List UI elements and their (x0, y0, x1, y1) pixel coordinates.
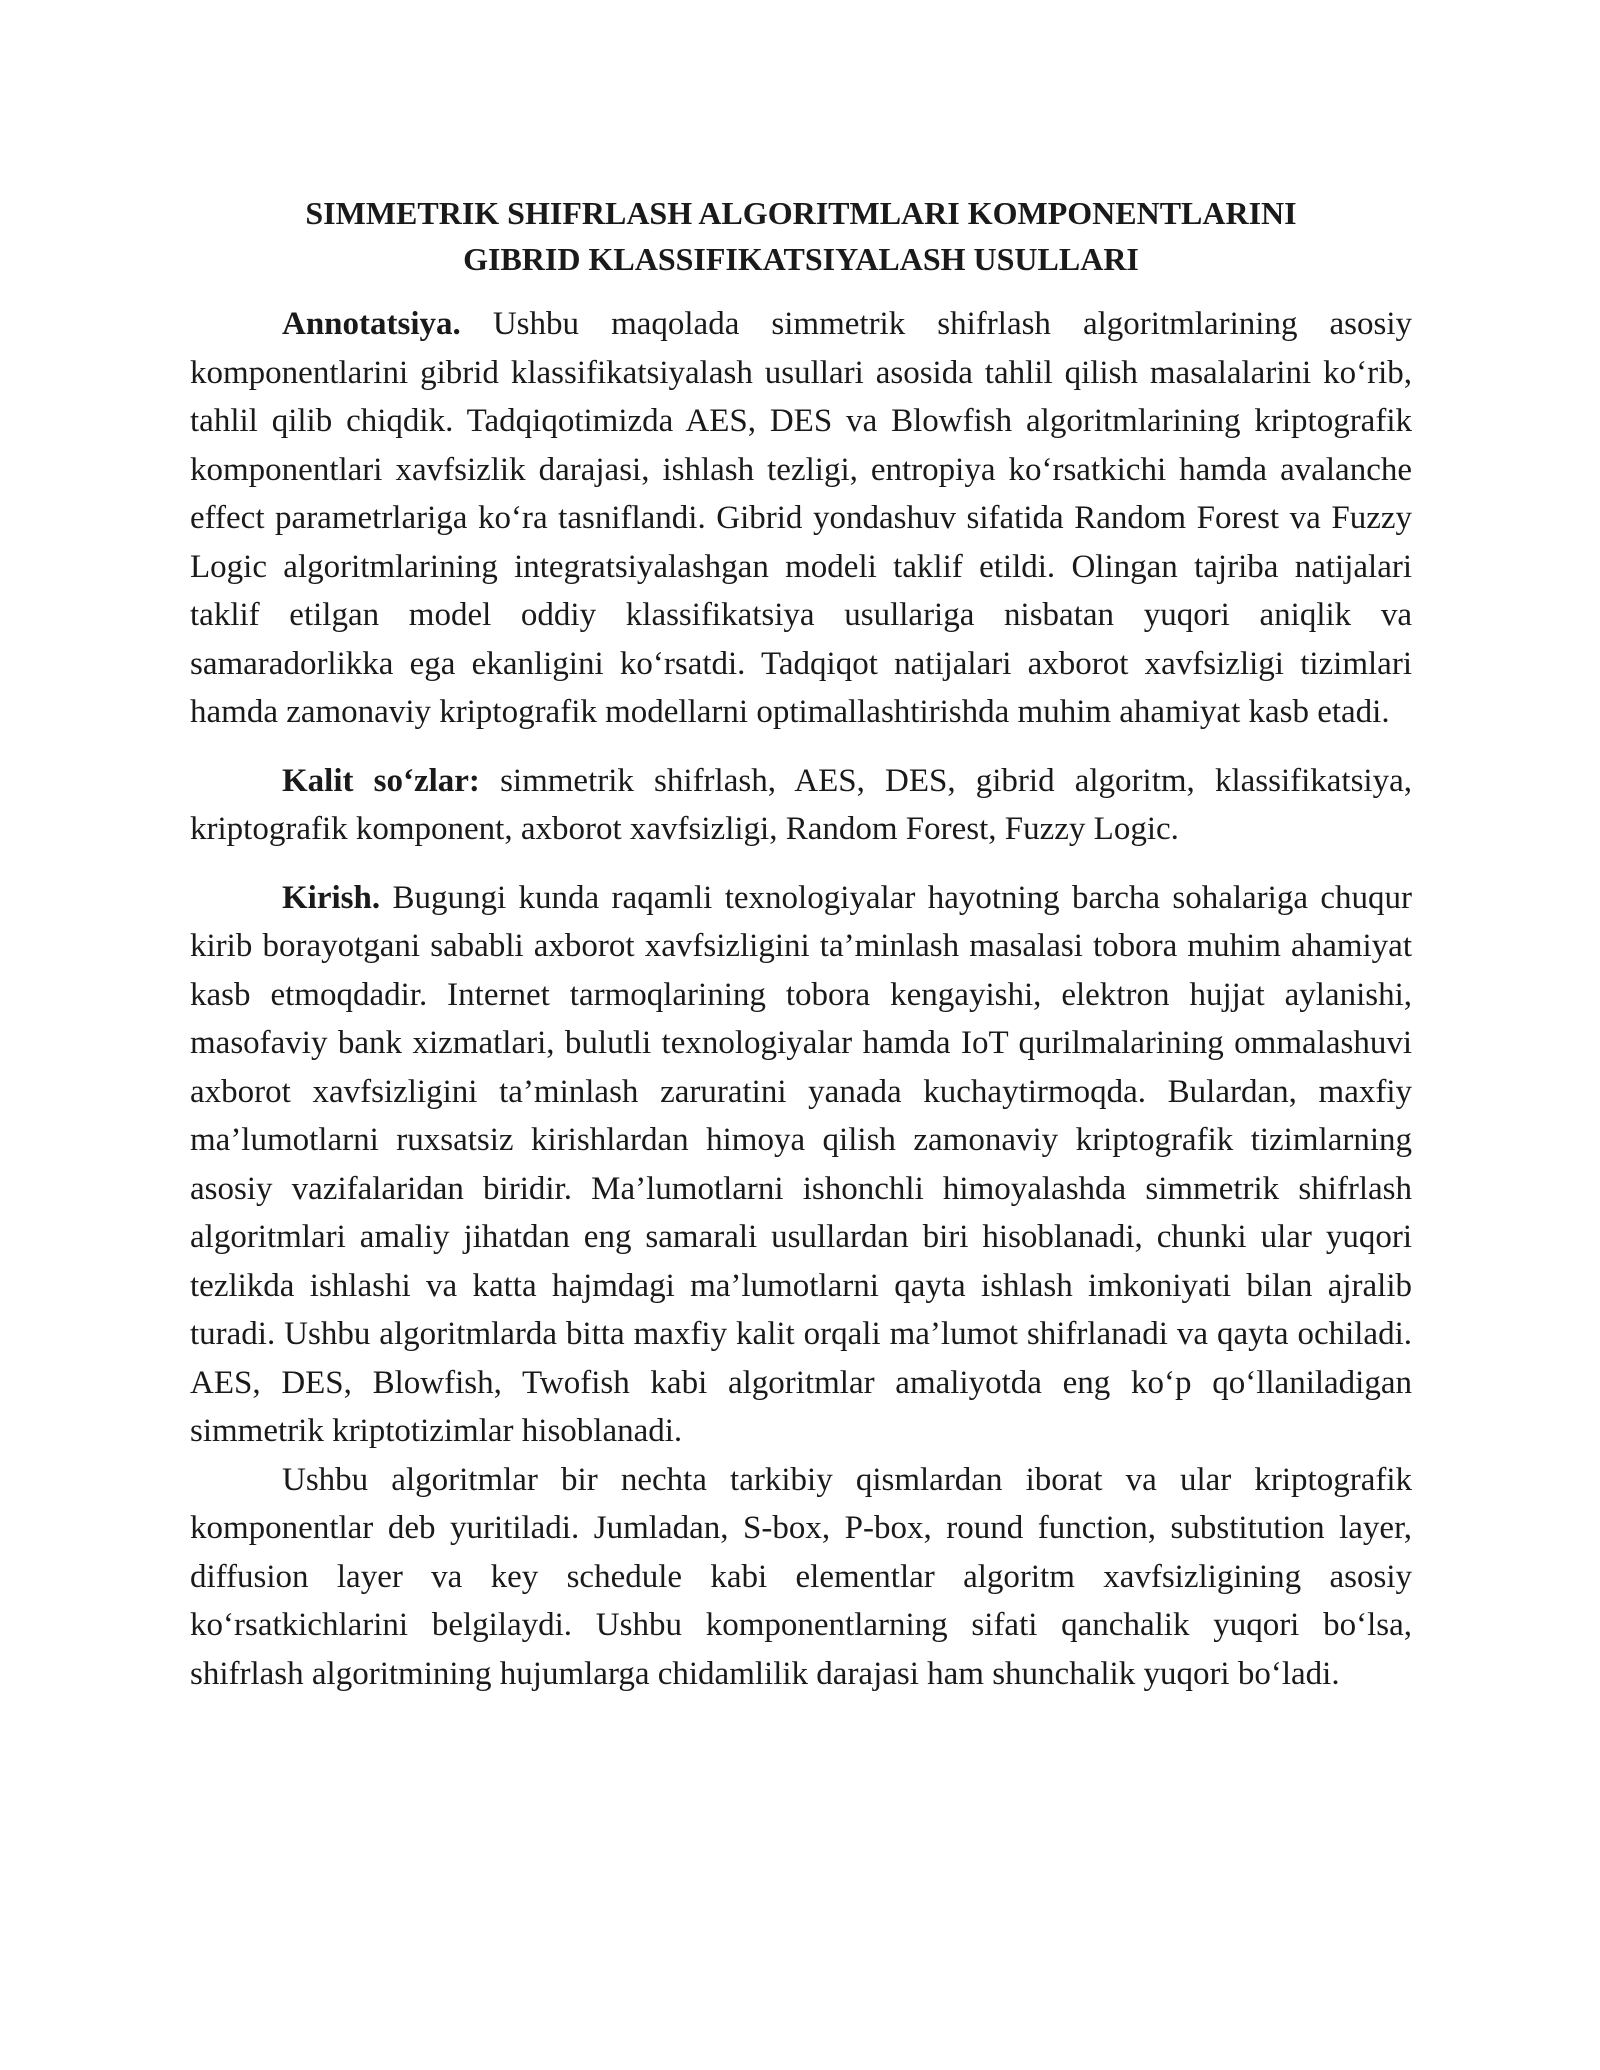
abstract-paragraph (190, 300, 1412, 737)
introduction-paragraph (190, 874, 1412, 1456)
introduction-label: Kirish. (282, 879, 381, 916)
introduction-text: Bugungi kunda raqamli texnologiyalar hayotning barcha sohalariga chuqur kirib borayotgani sababli axborot xavfsizligini ta’minlash masalasi tobora muhim ahamiyat kasb etmoqdadir. Internet tarmoqlarining tobora kengayishi, elektron hujjat aylanishi, masofaviy bank xizmatlari, bulutli texnologiyalar hamda IoT qurilmalarining ommalashuvi axborot xavfsizligini ta’minlash zaruratini yanada kuchaytirmoqda. Bulardan, maxfiy ma’lumotlarni ruxsatsiz kirishlardan himoya qilish zamonaviy kriptografik tizimlarning asosiy vazifalaridan biridir. Ma’lumotlarni ishonchli himoyalashda simmetrik shifrlash algoritmlari amaliy jihatdan eng samarali usullardan biri hisoblanadi, chunki ular yuqori tezlikda ishlashi va katta hajmdagi ma’lumotlarni qayta ishlash imkoniyati bilan ajralib turadi. Ushbu algoritmlarda bitta maxfiy kalit orqali ma’lumot shifrlanadi va qayta ochiladi. AES, DES, Blowfish, Twofish kabi algoritmlar amaliyotda eng ko‘p qo‘llaniladigan simmetrik kriptotizimlar hisoblanadi. (190, 879, 1412, 1449)
keywords-label: Kalit so‘zlar: (282, 762, 480, 799)
document-page (190, 190, 1412, 1698)
paper-title-line-2: GIBRID KLASSIFIKATSIYALASH USULLARI (463, 241, 1139, 277)
keywords-text: simmetrik shifrlash, AES, DES, gibrid algoritm, klassifikatsiya, kriptografik komponent, axborot xavfsizligi, Random Forest, Fuzzy Logic. (190, 762, 1412, 847)
paper-title (190, 190, 1412, 282)
abstract-label: Annotatsiya. (282, 306, 461, 342)
paper-title-line-1: SIMMETRIK SHIFRLASH ALGORITMLARI KOMPONENTLARINI (305, 195, 1297, 231)
abstract-text: Ushbu maqolada simmetrik shifrlash algoritmlarining asosiy komponentlarini gibrid klassifikatsiyalash usullari asosida tahlil qilish masalalarini ko‘rib, tahlil qilib chiqdik. Tadqiqotimizda AES, DES va Blowfish algoritmlarining kriptografik komponentlari xavfsizlik darajasi, ishlash tezligi, entropiya ko‘rsatkichi hamda avalanche effect parametrlariga ko‘ra tasniflandi. Gibrid yondashuv sifatida Random Forest va Fuzzy Logic algoritmlarining integratsiyalashgan modeli taklif etildi. Olingan tajriba natijalari taklif etilgan model oddiy klassifikatsiya usullariga nisbatan yuqori aniqlik va samaradorlikka ega ekanligini ko‘rsatdi. Tadqiqot natijalari axborot xavfsizligi tizimlari hamda zamonaviy kriptografik modellarni optimallashtirishda muhim ahamiyat kasb etadi. (190, 306, 1412, 730)
keywords-paragraph (190, 757, 1412, 854)
introduction-paragraph-2: Ushbu algoritmlar bir nechta tarkibiy qismlardan iborat va ular kriptografik komponentlar deb yuritiladi. Jumladan, S-box, P-box, round function, substitution layer, diffusion layer va key schedule kabi elementlar algoritm xavfsizligining asosiy ko‘rsatkichlarini belgilaydi. Ushbu komponentlarning sifati qanchalik yuqori bo‘lsa, shifrlash algoritmining hujumlarga chidamlilik darajasi ham shunchalik yuqori bo‘ladi. (190, 1461, 1412, 1692)
